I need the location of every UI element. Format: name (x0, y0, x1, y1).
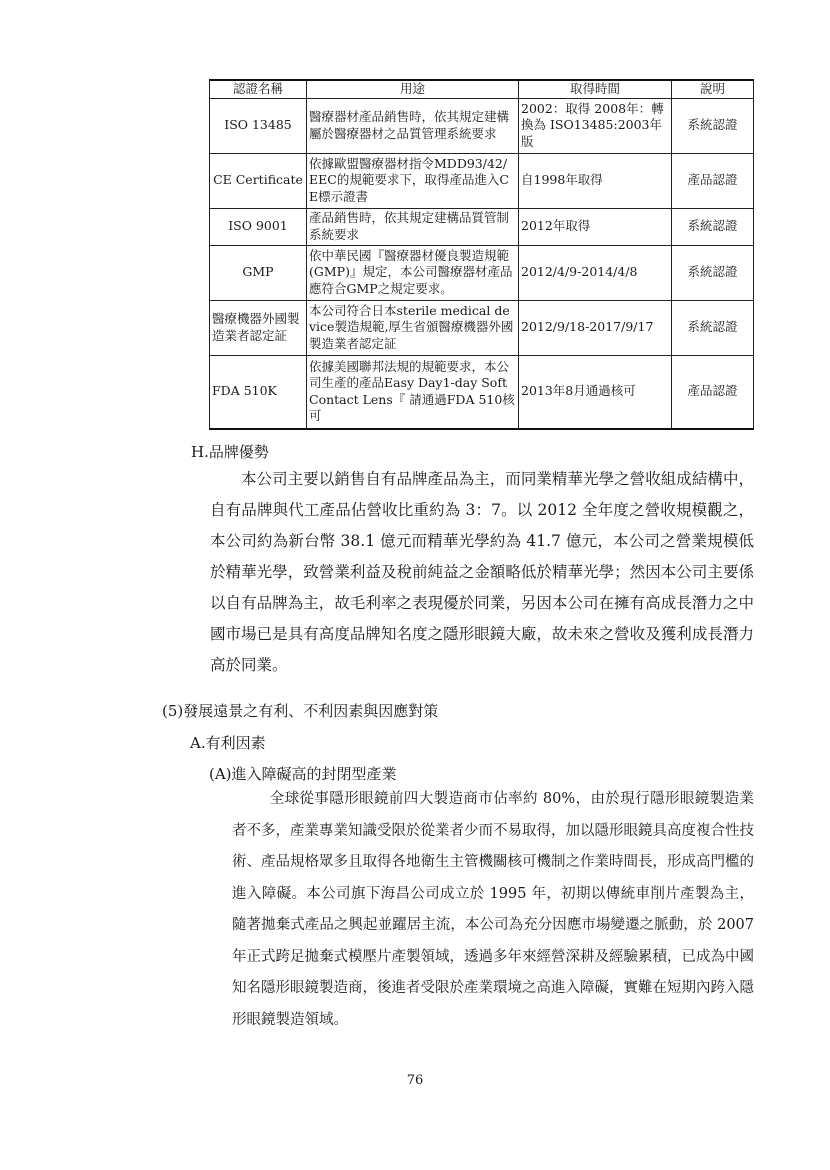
cert-purpose: 本公司符合日本sterile medical device製造規範,厚生省頒醫療機器外國製造業者認定証 (307, 300, 519, 355)
paragraph-brand-advantage: 本公司主要以銷售自有品牌產品為主，而同業精華光學之營收組成結構中，自有品牌與代工產品佔營收比重約為 3：7。以 2012 全年度之營收規模觀之，本公司約為新台幣 38.1 億元而精華光學約為 41.7 億元，本公司之營業規模低於精華光學，致營業利益及稅前純益之金額略低於精華光學；然因本公司主要係以自有品牌為主，故毛利率之表現優於同業，另因本公司在擁有高成長潛力之中國市場已是具有高度品牌知名度之隱形眼鏡大廠，故未來之營收及獲利成長潛力高於同業。 (210, 470, 754, 674)
heading-section-5: (5)發展遠景之有利、不利因素與因應對策 (162, 702, 439, 720)
cert-date: 2002：取得 2008年：轉換為 ISO13485:2003年版 (519, 98, 672, 153)
heading-entry-barrier: (A)進入障礙高的封閉型產業 (209, 765, 397, 783)
cert-date: 2012/4/9-2014/4/8 (519, 245, 672, 300)
cert-note: 系統認證 (672, 208, 754, 245)
cert-purpose: 依中華民國『醫療器材優良製造規範(GMP)』規定，本公司醫療器材產品應符合GMP之規定要求。 (307, 245, 519, 300)
cert-note: 產品認證 (672, 355, 754, 429)
cert-date: 2013年8月通過核可 (519, 355, 672, 429)
cert-name: FDA 510K (210, 355, 307, 429)
cert-date: 2012年取得 (519, 208, 672, 245)
paragraph-entry-barrier: 全球從事隱形眼鏡前四大製造商市佔率約 80%，由於現行隱形眼鏡製造業者不多，產業專業知識受限於從業者少而不易取得，加以隱形眼鏡具高度複合性技術、產品規格眾多且取得各地衛生主管機關核可機制之作業時間長，形成高門檻的進入障礙。本公司旗下海昌公司成立於 1995 年，初期以傳統車削片產製為主，隨著拋棄式產品之興起並躍居主流，本公司為充分因應市場變遷之脈動，於 2007 年正式跨足拋棄式模壓片產製領域，透過多年來經營深耕及經驗累積，已成為中國知名隱形眼鏡製造商，後進者受限於產業環境之高進入障礙，實難在短期內跨入隱形眼鏡製造領域。 (232, 791, 754, 1028)
header-date: 取得時間 (519, 80, 672, 98)
certification-table (209, 79, 754, 430)
table-header-row (210, 80, 754, 98)
cert-note: 系統認證 (672, 300, 754, 355)
cert-purpose: 依據歐盟醫療器材指令MDD93/42/EEC的規範要求下，取得產品進入CE標示證書 (307, 153, 519, 208)
heading-favorable-factors: A.有利因素 (190, 734, 266, 752)
cert-name: GMP (210, 245, 307, 300)
cert-name: ISO 9001 (210, 208, 307, 245)
header-cert-name: 認證名稱 (210, 80, 307, 98)
table-row (210, 355, 754, 429)
heading-brand-advantage: H.品牌優勢 (191, 443, 269, 461)
cert-name: 醫療機器外國製造業者認定証 (210, 300, 307, 355)
cert-purpose: 醫療器材產品銷售時，依其規定建構屬於醫療器材之品質管理系統要求 (307, 98, 519, 153)
table-row (210, 245, 754, 300)
cert-date: 2012/9/18-2017/9/17 (519, 300, 672, 355)
header-note: 說明 (672, 80, 754, 98)
page-number: 76 (406, 1073, 424, 1088)
cert-name: ISO 13485 (210, 98, 307, 153)
cert-note: 系統認證 (672, 245, 754, 300)
cert-purpose: 依據美國聯邦法規的規範要求，本公司生產的產品Easy Day1-day Soft Contact Lens『 請通過FDA 510核可 (307, 355, 519, 429)
cert-note: 系統認證 (672, 98, 754, 153)
table-row (210, 208, 754, 245)
cert-purpose: 產品銷售時，依其規定建構品質管制系統要求 (307, 208, 519, 245)
table-row (210, 98, 754, 153)
header-purpose: 用途 (307, 80, 519, 98)
cert-note: 產品認證 (672, 153, 754, 208)
table-row (210, 153, 754, 208)
cert-name: CE Certificate (210, 153, 307, 208)
table-row (210, 300, 754, 355)
cert-date: 自1998年取得 (519, 153, 672, 208)
